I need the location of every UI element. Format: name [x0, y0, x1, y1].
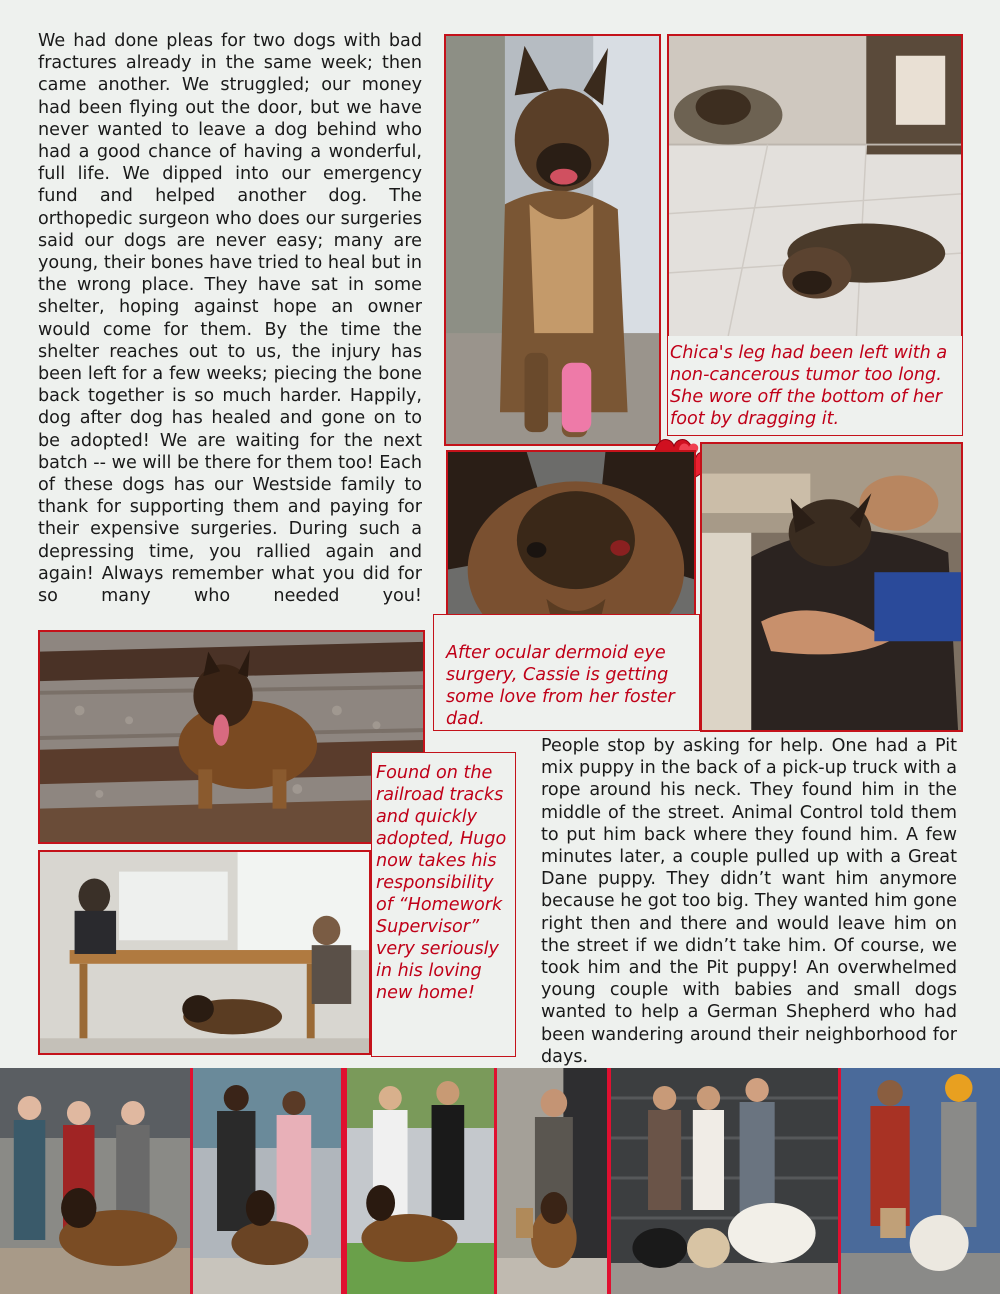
- cassie-caption: After ocular dermoid eye surgery, Cassie is getting some love from her foster dad.: [446, 643, 675, 729]
- article-paragraph-1: We had done pleas for two dogs with bad fractures already in the same week; then came another. We struggled; our money had been flying out the door, but we have never wanted to leave a dog behind who had a good chance of having a wonderful, full life. We dipped into our emergency fund and helped another dog. The orthopedic surgeon who does our surgeries said our dogs are never easy; many are young, their bones have tried to heal but in the wrong place. They have sat in some shelter, hoping against hope an owner would come for them. By the time the shelter reaches out to us, the injury has been left for a few weeks; piecing the bone back together is so much harder. Happily, dog after dog has healed and gone on to be adopted! We are waiting for the next batch -- we will be there for them too! Each of these dogs has our Westside family to thank for supporting them and paying for their expensive surgeries. During such a depressing time, you rallied again and again! Always remember what you did for so many who needed you!: [38, 31, 422, 607]
- adoption-photo-3: [344, 1068, 497, 1294]
- adoption-photo-2: [190, 1068, 344, 1294]
- chica-floor-photo: [667, 34, 963, 338]
- adoption-photo-1: [0, 1068, 193, 1294]
- hugo-home-photo: [38, 850, 371, 1055]
- chica-caption: Chica's leg had been left with a non-cancerous tumor too long. She wore off the bottom of her foot by dragging it.: [670, 343, 948, 429]
- cassie-foster-photo: [700, 442, 963, 732]
- adoption-photo-5: [608, 1068, 841, 1294]
- hugo-tracks-photo: [38, 630, 425, 844]
- adoption-photo-4: [494, 1068, 610, 1294]
- adoption-photo-6: [838, 1068, 1000, 1294]
- hugo-caption: Found on the railroad tracks and quickly adopted, Hugo now takes his responsibility of “Homework Supervisor” very seriously in his loving new home!: [376, 763, 507, 1003]
- article-paragraph-2: People stop by asking for help. One had a Pit mix puppy in the back of a pick-up truck with a rope around his neck. They found him in the middle of the street. Animal Control told them to put him back where they found him. A few minutes later, a couple pulled up with a Great Dane puppy. They didn’t want him anymore because he got too big. They wanted him gone right then and there and would leave him on the street if we didn’t take him. Of course, we took him and the Pit puppy! An overwhelmed young couple with babies and small dogs wanted to help a German Shepherd who had been wandering around their neighborhood for days.: [541, 736, 957, 1067]
- chica-sitting-photo: [444, 34, 661, 446]
- adoption-photo-strip: [0, 1068, 1000, 1294]
